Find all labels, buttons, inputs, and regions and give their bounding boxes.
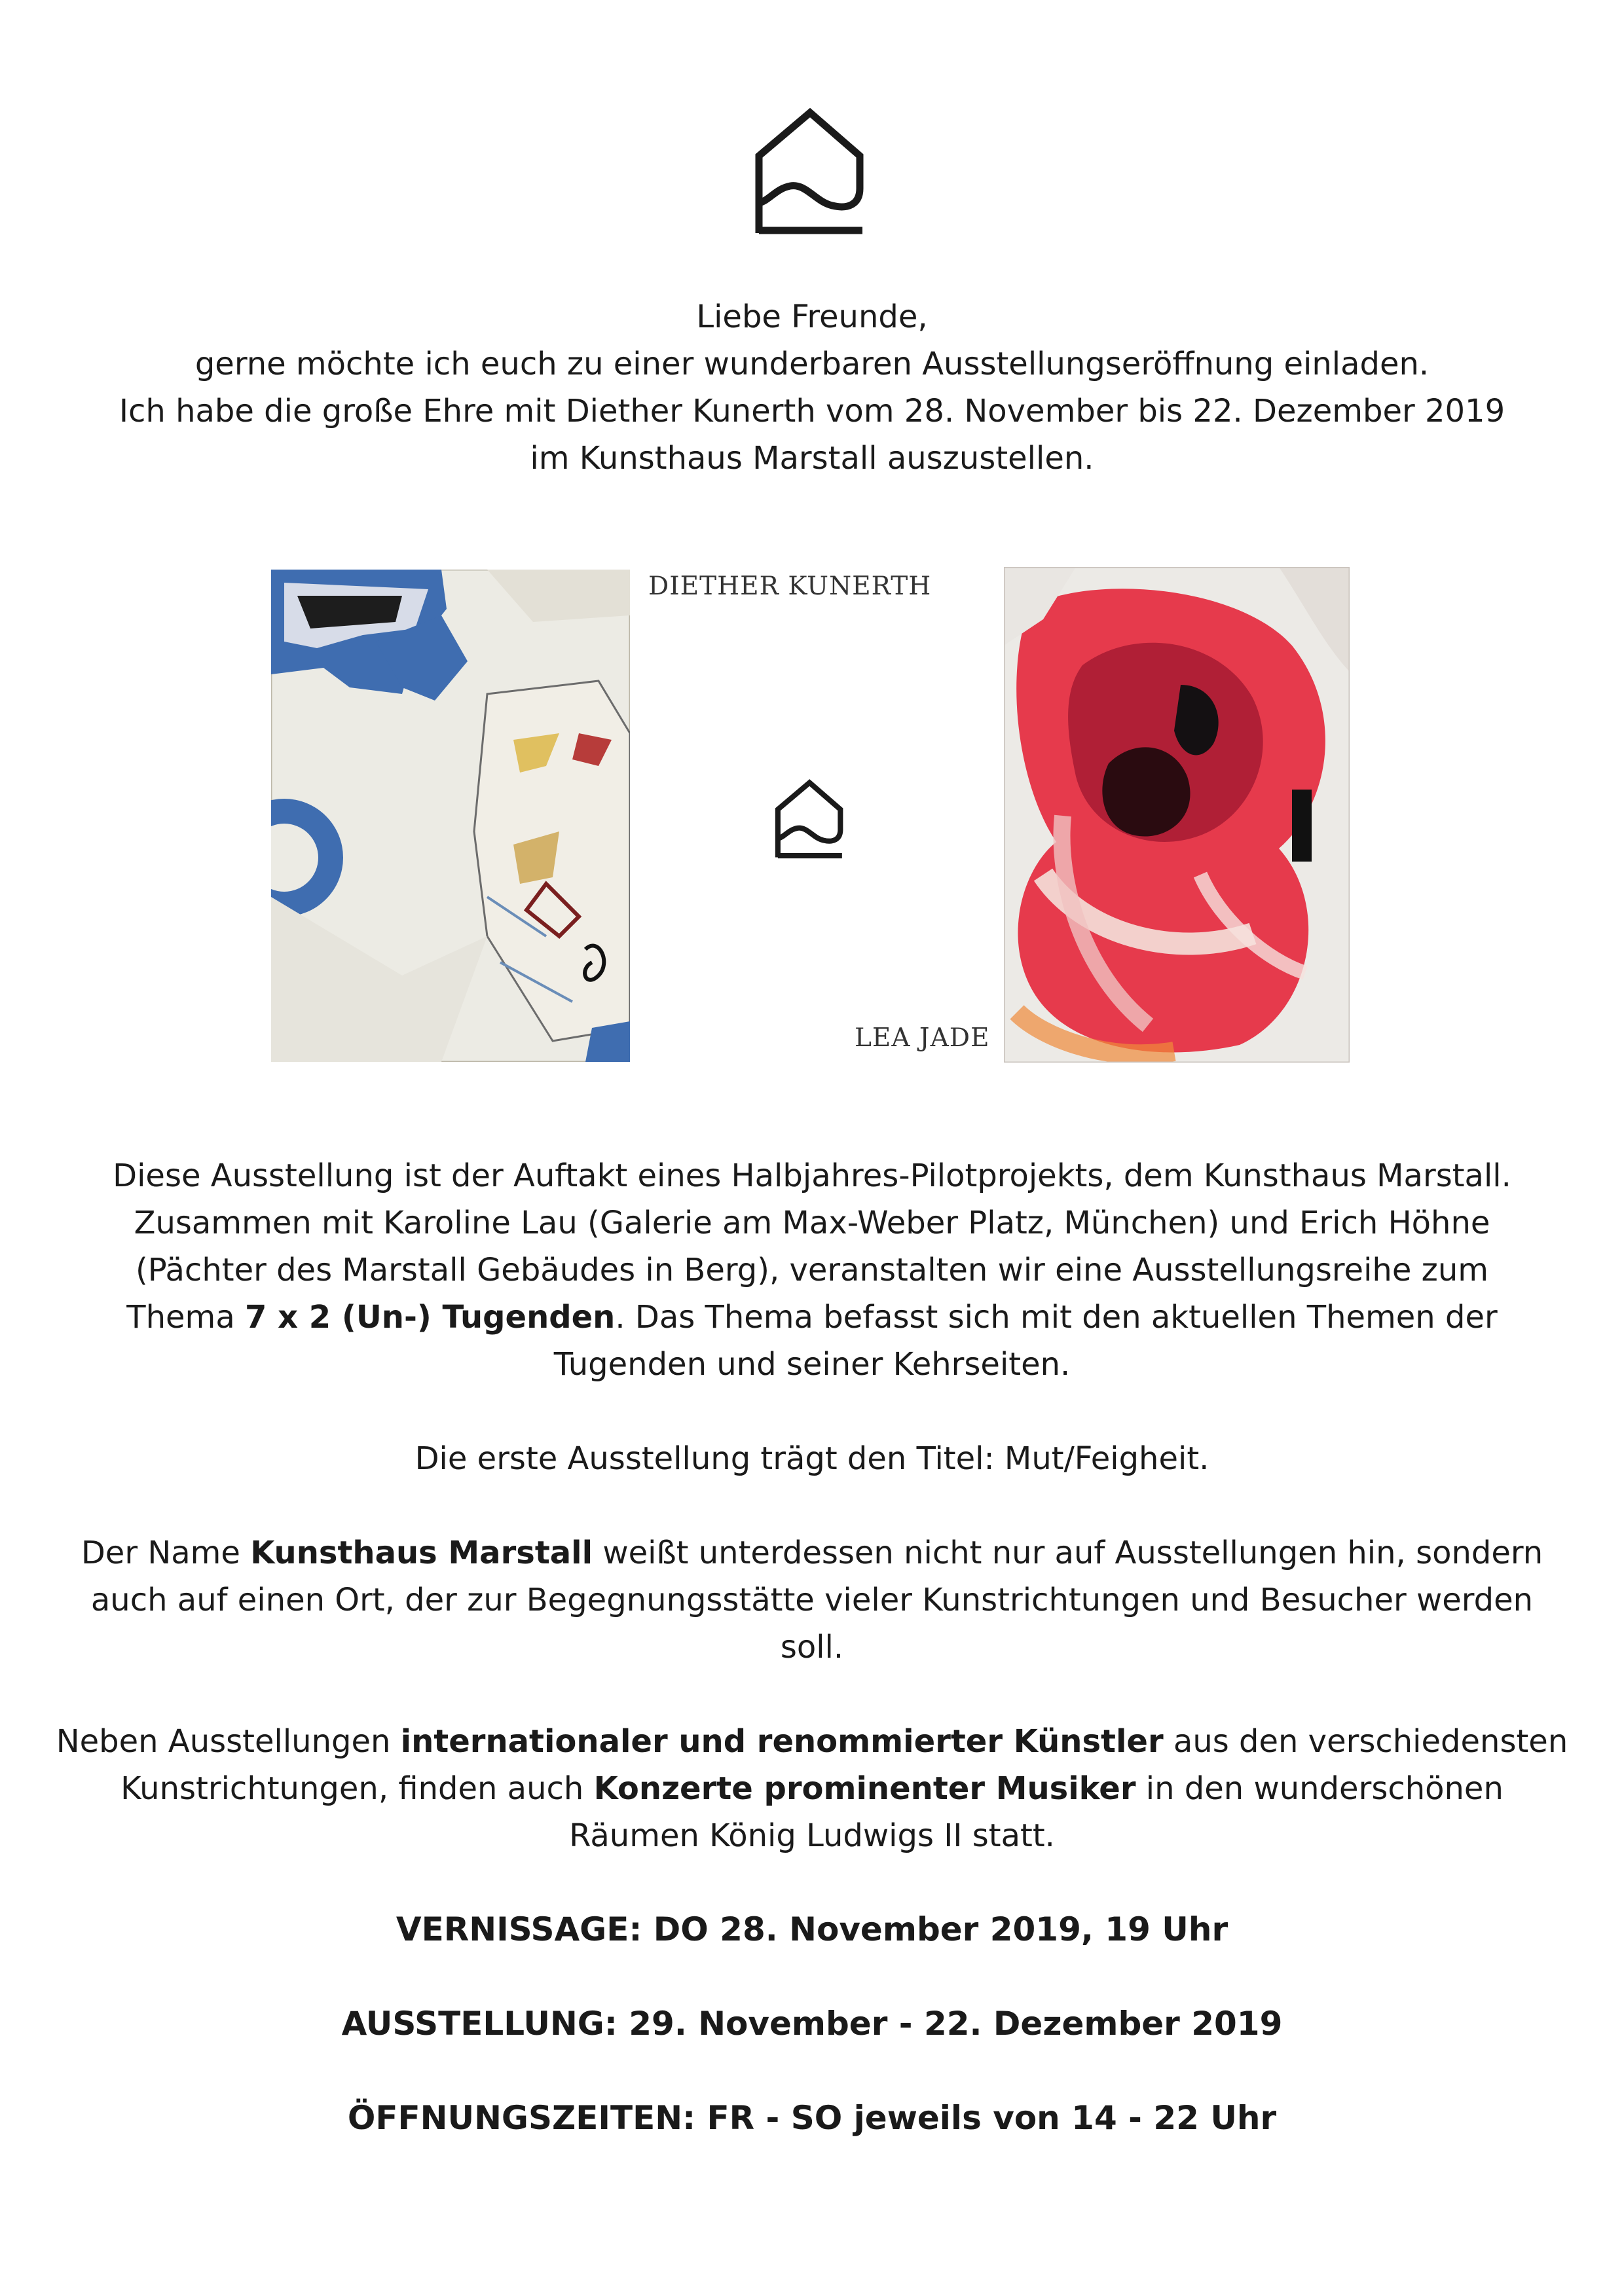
artwork-kunerth [271,570,630,1062]
theme-title: 7 x 2 (Un-) Tugenden [244,1299,616,1336]
intro-line: im Kunsthaus Marstall auszustellen. [530,440,1094,477]
paragraph-line: Räumen König Ludwigs II statt. [569,1817,1055,1854]
paragraph-line: Tugenden und seiner Kehrseiten. [553,1346,1071,1383]
artist-name-jade: LEA JADE [855,1023,990,1053]
paragraph-title [0,1435,1624,1482]
paragraph-line: Zusammen mit Karoline Lau (Galerie am Max-Weber Platz, München) und Erich Höhne [134,1205,1490,1241]
intro-line: Ich habe die große Ehre mit Diether Kunerth vom 28. November bis 22. Dezember 2019 [119,393,1505,429]
text-run: weißt unterdessen nicht nur auf Ausstellungen hin, sondern [593,1535,1543,1571]
text-run: Kunstrichtungen, finden auch [120,1770,594,1807]
venue-name: Kunsthaus Marstall [250,1535,593,1571]
text-run: Thema [126,1299,245,1336]
opening-hours: ÖFFNUNGSZEITEN: FR - SO jeweils von 14 - 22 Uhr [347,2099,1277,2137]
intro-text [0,293,1624,482]
paragraph-line [0,1294,1624,1341]
text-run: in den wunderschönen [1135,1770,1504,1807]
paragraph-line [0,1765,1624,1812]
paragraph-line: Die erste Ausstellung trägt den Titel: Mut/Feigheit. [415,1440,1209,1477]
intro-greeting: Liebe Freunde, [696,299,928,335]
paragraph-line: auch auf einen Ort, der zur Begegnungsstätte vieler Kunstrichtungen und Besucher werden [90,1582,1534,1618]
paragraph-line [0,1718,1624,1765]
artist-name-kunerth: DIETHER KUNERTH [648,572,932,601]
paragraph-line [0,1529,1624,1576]
highlight-concerts: Konzerte prominenter Musiker [593,1770,1136,1807]
highlight-artists: internationaler und renommierter Künstler [400,1723,1164,1760]
house-wave-icon [771,778,846,859]
paragraph-line: soll. [780,1629,844,1666]
text-run: aus den verschiedensten [1163,1723,1568,1760]
text-run: Neben Ausstellungen [56,1723,401,1760]
text-run: . Das Thema befasst sich mit den aktuellen Themen der [615,1299,1498,1336]
paragraph-line: (Pächter des Marstall Gebäudes in Berg), veranstalten wir eine Ausstellungsreihe zum [136,1252,1488,1288]
text-run: Der Name [81,1535,251,1571]
exhibition-dates: AUSSTELLUNG: 29. November - 22. Dezember 2019 [341,2005,1283,2043]
intro-line: gerne möchte ich euch zu einer wunderbaren Ausstellungseröffnung einladen. [194,346,1430,382]
paragraph-line: Diese Ausstellung ist der Auftakt eines Halbjahres-Pilotprojekts, dem Kunsthaus Marstall. [113,1157,1511,1194]
vernissage-info: VERNISSAGE: DO 28. November 2019, 19 Uhr [396,1910,1228,1948]
artwork-jade [1004,567,1350,1063]
paragraph-project [0,1152,1624,1388]
paragraph-name [0,1529,1624,1671]
paragraph-program [0,1718,1624,1859]
house-wave-icon [750,105,868,236]
